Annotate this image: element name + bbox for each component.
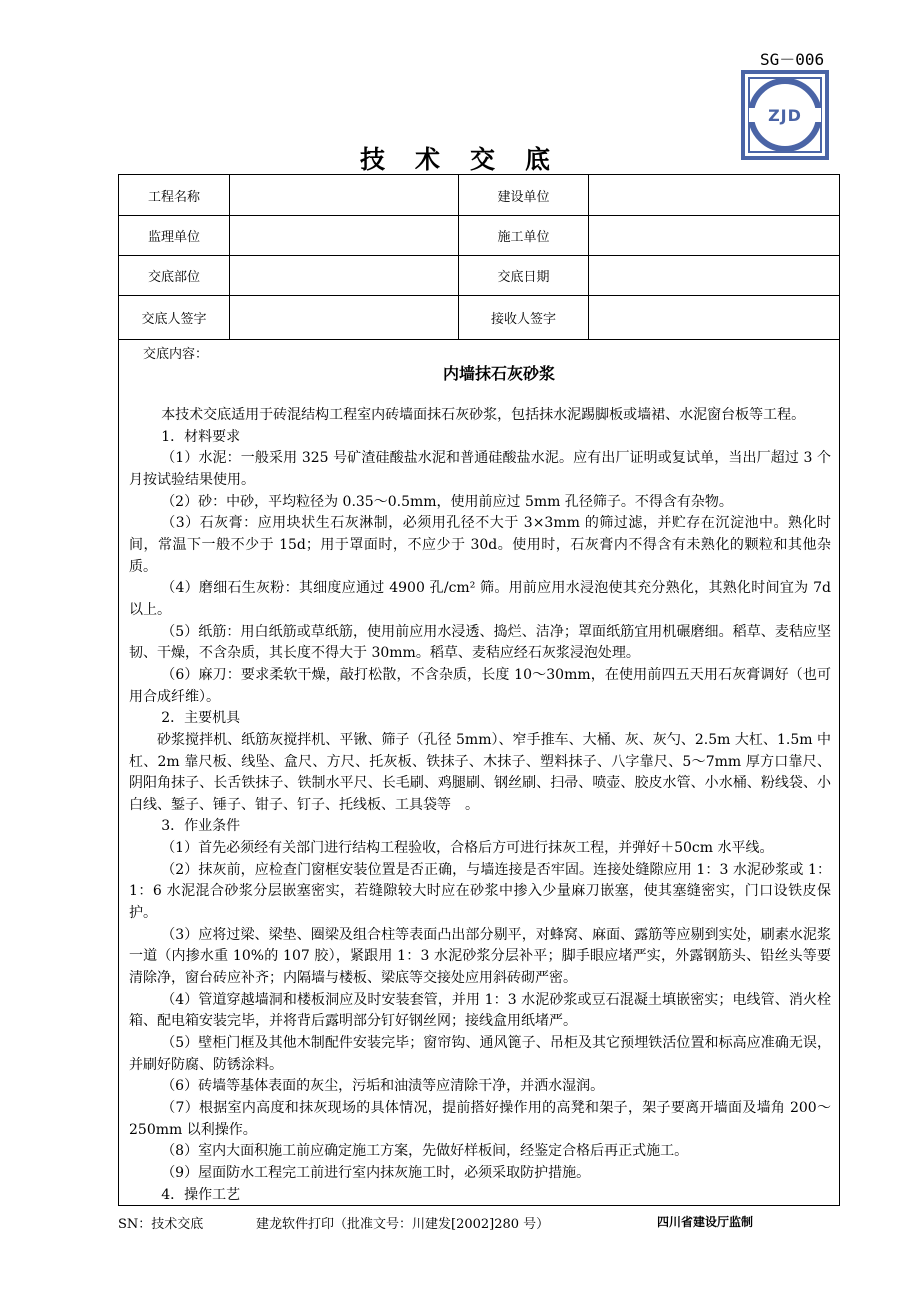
paragraph: （4）管道穿越墙洞和楼板洞应及时安装套管，并用 1：3 水泥砂浆或豆石混凝土填嵌密实；电线管、消火栓箱、配电箱安装完毕，并将背后露明部分钉好钢丝网；接线盒用纸堵严。: [129, 991, 831, 1030]
value-receiver-signature[interactable]: [589, 296, 839, 339]
paragraph: （5）壁柜门框及其他木制配件安装完毕；窗帘钩、通风篦子、吊柜及其它预埋铁活位置和标高应准确无误，并刷好防腐、防锈涂料。: [129, 1035, 831, 1073]
label-supervision-unit: 监理单位: [119, 216, 230, 255]
svg-text:ZJD: ZJD: [768, 106, 802, 125]
paragraph: （6）砖墙等基体表面的灰尘，污垢和油渍等应清除干净，并洒水湿润。: [161, 1078, 605, 1095]
value-disclosure-part[interactable]: [230, 256, 459, 295]
label-project-name: 工程名称: [119, 175, 230, 215]
paragraph: 砂浆搅拌机、纸筋灰搅拌机、平锹、筛子（孔径 5mm）、窄手推车、大桶、灰、灰勺、2.5m 大杠、1.5m 中杠、2m 靠尺板、线坠、盒尺、方尺、托灰板、铁抹子、木抹子、塑料抹子、八字靠尺、5～7mm 厚方口靠尺、阴阳角抹子、长舌铁抹子、铁制水平尺、长毛刷、鸡腿刷、钢丝刷、扫帚、喷壶、胶皮水管、小水桶、粉线袋、小白线、錾子、锤子、钳子、钉子、托线板、工具袋等 。: [129, 731, 831, 813]
value-project-name[interactable]: [230, 175, 459, 215]
footer-software: 建龙软件打印（批准文号：川建发[2002]280 号）: [256, 1217, 550, 1232]
label-construction-unit: 建设单位: [459, 175, 589, 215]
paragraph: （1）水泥：一般采用 325 号矿渣硅酸盐水泥和普通硅酸盐水泥。应有出厂证明或复试单，当出厂超过 3 个月按试验结果使用。: [129, 450, 831, 488]
paragraph: （7）根据室内高度和抹灰现场的具体情况，提前搭好操作用的高凳和架子，架子要离开墙面及墙角 200～250mm 以利操作。: [129, 1100, 831, 1138]
info-row: [119, 175, 839, 216]
value-disclosure-date[interactable]: [589, 256, 839, 295]
footer-sn: SN：技术交底: [118, 1217, 204, 1232]
page-title: 技术交底: [359, 145, 580, 174]
paragraph: （8）室内大面积施工前应确定施工方案，先做好样板间，经鉴定合格后再正式施工。: [161, 1143, 689, 1160]
paragraph: （6）麻刀：要求柔软干燥，敲打松散，不含杂质，长度 10～30mm，在使用前四五天用石灰膏调好（也可用合成纤维）。: [129, 666, 831, 705]
info-row: [119, 256, 839, 296]
label-disclosure-date: 交底日期: [459, 256, 589, 295]
section-heading: 1．材料要求: [161, 428, 241, 445]
paragraph: （1）首先必须经有关部门进行结构工程验收，合格后方可进行抹灰工程，并弹好＋50cm 水平线。: [161, 840, 774, 857]
value-contractor-unit[interactable]: [589, 216, 839, 255]
label-disclosure-part: 交底部位: [119, 256, 230, 295]
paragraph: 本技术交底适用于砖混结构工程室内砖墙面抹石灰砂浆，包括抹水泥踢脚板或墙裙、水泥窗台板等工程。: [161, 407, 806, 423]
label-contractor-unit: 施工单位: [459, 216, 589, 255]
content-title: 内墙抹石灰砂浆: [442, 364, 555, 383]
label-receiver-signature: 接收人签字: [459, 296, 589, 339]
value-discloser-signature[interactable]: [230, 296, 459, 339]
document-code: SG－006: [760, 50, 825, 69]
section-heading: 4．操作工艺: [161, 1186, 241, 1203]
value-supervision-unit[interactable]: [230, 216, 459, 255]
paragraph: （5）纸筋：用白纸筋或草纸筋，使用前应用水浸透、捣烂、洁净；罩面纸筋宜用机碾磨细。稻草、麦秸应坚韧、干燥，不含杂质，其长度不得大于 30mm。稻草、麦秸应经石灰浆浸泡处理。: [129, 623, 831, 662]
info-row: [119, 216, 839, 256]
content-body: [129, 405, 831, 1206]
paragraph: （2）抹灰前，应检查门窗框安装位置是否正确，与墙连接是否牢固。连接处缝隙应用 1：3 水泥砂浆或 1：1：6 水泥混合砂浆分层嵌塞密实，若缝隙较大时应在砂浆中掺入少量麻刀嵌塞，使其塞缝密实，门口设铁皮保护。: [129, 861, 831, 922]
content-label: 交底内容：: [143, 347, 209, 362]
paragraph: （2）砂：中砂，平均粒径为 0.35～0.5mm，使用前应过 5mm 孔径筛子。不得含有杂物。: [161, 493, 733, 510]
paragraph: （4）磨细石生灰粉：其细度应通过 4900 孔/cm² 筛。用前应用水浸泡使其充分熟化，其熟化时间宜为 7d 以上。: [129, 580, 831, 618]
paragraph: （3）石灰膏：应用块状生石灰淋制，必须用孔径不大于 3×3mm 的筛过滤，并贮存在沉淀池中。熟化时间，常温下一般不少于 15d；用于罩面时，不应少于 30d。使用时，石灰膏内不得含有未熟化的颗粒和其他杂质。: [129, 515, 831, 575]
value-construction-unit[interactable]: [589, 175, 839, 215]
info-row: [119, 296, 839, 340]
section-heading: 2．主要机具: [161, 710, 241, 727]
disclosure-form: [118, 174, 840, 1206]
section-heading: 3．作业条件: [161, 818, 241, 835]
footer-supervisor: 四川省建设厅监制: [657, 1215, 754, 1229]
label-discloser-signature: 交底人签字: [119, 296, 230, 339]
paragraph: （3）应将过梁、梁垫、圈梁及组合柱等表面凸出部分剔平，对蜂窝、麻面、露筋等应剔到实处，刷素水泥浆一道（内掺水重 10%的 107 胶），紧跟用 1：3 水泥砂浆分层补平；脚手眼应堵严实，外露钢筋头、铅丝头等要清除净，窗台砖应补齐；内隔墙与楼板、梁底等交接处应用斜砖砌严密。: [129, 926, 831, 987]
paragraph: （9）屋面防水工程完工前进行室内抹灰施工时，必须采取防护措施。: [161, 1164, 591, 1181]
